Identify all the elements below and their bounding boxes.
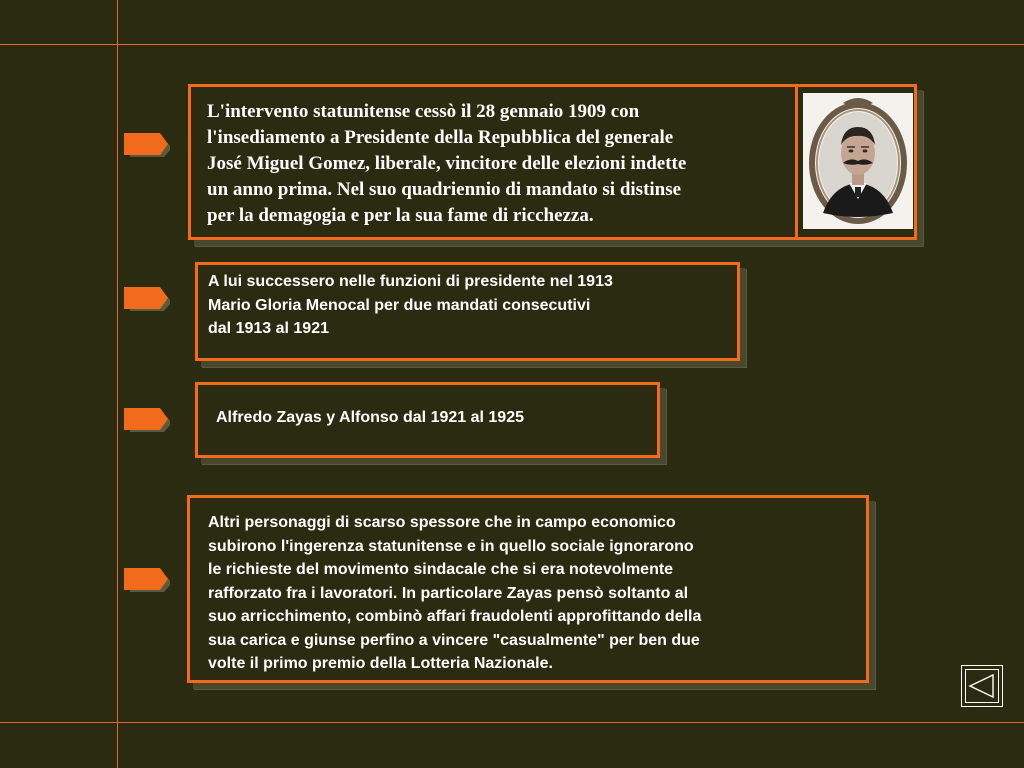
text-line: José Miguel Gomez, liberale, vincitore delle elezioni indette xyxy=(207,153,687,174)
back-button[interactable] xyxy=(961,665,1003,707)
text-menocal xyxy=(208,270,733,341)
text-line: Alfredo Zayas y Alfonso dal 1921 al 1925 xyxy=(216,409,524,426)
text-line: per la demagogia e per la sua fame di ricchezza. xyxy=(207,205,594,226)
text-line: l'insediamento a Presidente della Repubblica del generale xyxy=(207,127,674,148)
arrow-bullet-icon xyxy=(124,568,170,592)
text-line: sua carica e giunse perfino a vincere "casualmente" per ben due xyxy=(208,631,700,649)
text-line: Altri personaggi di scarso spessore che in campo economico xyxy=(208,514,676,531)
text-line: le richieste del movimento sindacale che si era notevolmente xyxy=(208,561,674,578)
top-divider-line xyxy=(0,44,1024,45)
arrow-bullet-icon xyxy=(124,133,170,157)
text-gomez xyxy=(207,99,797,229)
text-others xyxy=(208,511,863,676)
text-line: L'intervento statunitense cessò il 28 gennaio 1909 con xyxy=(207,101,640,122)
text-zayas xyxy=(216,406,646,430)
text-line: suo arricchimento, combinò affari fraudolenti approfittando della xyxy=(208,608,702,625)
portrait-image xyxy=(803,93,913,229)
arrow-bullet-icon xyxy=(124,287,170,311)
back-triangle-icon[interactable] xyxy=(961,665,1003,707)
text-line: dal 1913 al 1921 xyxy=(208,320,329,337)
bottom-divider-line xyxy=(0,722,1024,723)
arrow-bullet-icon xyxy=(124,408,170,432)
text-line: Mario Gloria Menocal per due mandati consecutivi xyxy=(208,296,591,314)
portrait-frame xyxy=(795,84,917,240)
text-line: un anno prima. Nel suo quadriennio di mandato si distinse xyxy=(207,179,682,200)
text-line: A lui successero nelle funzioni di presidente nel 1913 xyxy=(208,273,613,290)
left-divider-line xyxy=(117,0,118,768)
text-line: volte il primo premio della Lotteria Nazionale. xyxy=(208,655,553,672)
text-line: subirono l'ingerenza statunitense e in quello sociale ignorarono xyxy=(208,537,694,555)
text-line: rafforzato fra i lavoratori. In particolare Zayas pensò soltanto al xyxy=(208,584,689,602)
